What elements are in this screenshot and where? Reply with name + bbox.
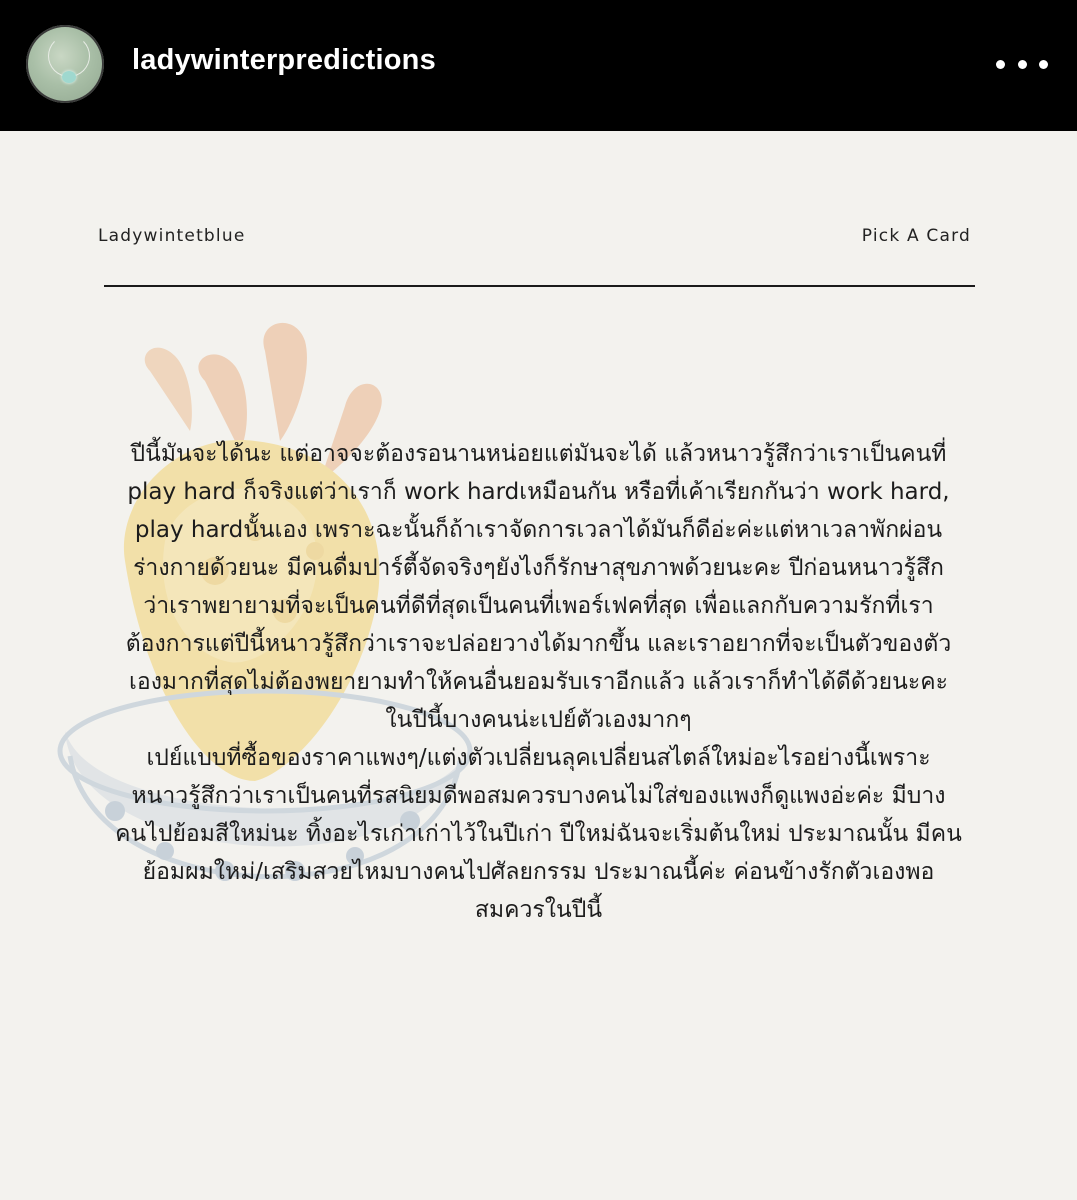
username[interactable]: ladywinterpredictions [132,44,436,76]
card-author-label: Ladywintetblue [98,226,246,246]
card-title-label: Pick A Card [861,226,971,246]
more-dot [996,60,1005,69]
necklace-stone [62,71,76,83]
post-image [0,131,1077,1200]
more-dot [1018,60,1027,69]
reading-text: ปีนี้มันจะได้นะ แต่อาจจะต้องรอนานหน่อยแต่มันจะได้ แล้วหนาวรู้สึกว่าเราเป็นคนที่ play hard ก็จริงแต่ว่าเราก็ work hardเหมือนกัน หรือที่เค้าเรียกกันว่า work hard, play hardนั้นเอง เพราะฉะนั้นก็ถ้าเราจัดการเวลาได้มันก็ดีอ่ะค่ะแต่หาเวลาพักผ่อน ร่างกายด้วยนะ มีคนดื่มปาร์ตี้จัดจริงๆยังไงก็รักษาสุขภาพด้วยนะคะ ปีก่อนหนาวรู้สึก ว่าเราพยายามที่จะเป็นคนที่ดีที่สุดเป็นคนที่เพอร์เฟคที่สุด เพื่อแลกกับความรักที่เรา ต้องการแต่ปีนี้หนาวรู้สึกว่าเราจะปล่อยวางได้มากขึ้น และเราอยากที่จะเป็นตัวของตัว เองมากที่สุดไม่ต้องพยายามทำให้คนอื่นยอมรับเราอีกแล้ว แล้วเราก็ทำได้ดีด้วยนะคะ ในปีนี้บางคนน่ะเปย์ตัวเองมากๆ เปย์แบบที่ซื้อของราคาแพงๆ/แต่งตัวเปลี่ยนลุคเปลี่ยนสไตล์ใหม่อะไรอย่างนี้เพราะ หนาวรู้สึกว่าเราเป็นคนที่รสนิยมดีพอสมควรบางคนไม่ใส่ของแพงก็ดูแพงอ่ะค่ะ มีบาง คนไปย้อมสีใหม่นะ ทิ้งอะไรเก่าเก่าไว้ในปีเก่า ปีใหม่ฉันจะเริ่มต้นใหม่ ประมาณนั้น มีคน ย้อมผมใหม่/เสริมสวยไหมบางคนไปศัลยกรรม ประมาณนี้ค่ะ ค่อนข้างรักตัวเองพอ สมควรในปีนี้ [115,441,962,923]
more-options-icon[interactable] [996,54,1048,74]
more-dot [1039,60,1048,69]
post-header [0,0,1077,131]
avatar[interactable] [26,25,104,103]
header-divider [104,285,975,287]
